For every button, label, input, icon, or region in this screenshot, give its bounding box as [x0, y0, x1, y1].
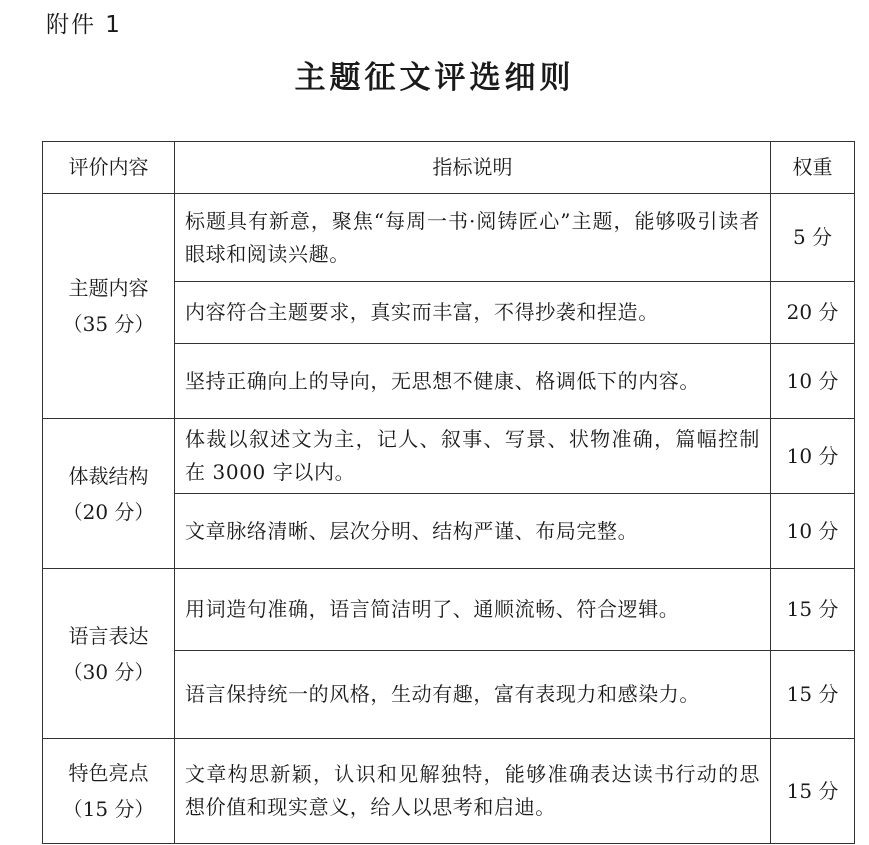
header-category: 评价内容 [43, 142, 175, 194]
header-description: 指标说明 [175, 142, 771, 194]
table-row [43, 194, 855, 282]
category-cell [43, 569, 175, 739]
criterion-description: 坚持正确向上的导向，无思想不健康、格调低下的内容。 [175, 344, 771, 419]
header-weight: 权重 [771, 142, 855, 194]
category-points: （15 分） [62, 797, 155, 821]
criterion-weight: 10 分 [771, 419, 855, 494]
category-cell [43, 739, 175, 844]
table-row [43, 569, 855, 651]
criterion-description: 标题具有新意，聚焦“每周一书·阅铸匠心”主题，能够吸引读者眼球和阅读兴趣。 [175, 194, 771, 282]
criterion-description: 文章构思新颖，认识和见解独特，能够准确表达读书行动的思想价值和现实意义，给人以思考和启迪。 [175, 739, 771, 844]
criterion-description: 用词造句准确，语言简洁明了、通顺流畅、符合逻辑。 [175, 569, 771, 651]
category-points: （20 分） [62, 499, 155, 524]
criterion-description: 内容符合主题要求，真实而丰富，不得抄袭和捏造。 [175, 282, 771, 344]
criterion-weight: 10 分 [771, 344, 855, 419]
criterion-weight: 15 分 [771, 739, 855, 844]
criterion-description: 文章脉络清晰、层次分明、结构严谨、布局完整。 [175, 494, 771, 569]
category-cell [43, 194, 175, 419]
table-header-row [43, 142, 855, 194]
criterion-weight: 15 分 [771, 569, 855, 651]
category-name: 特色亮点 [68, 761, 149, 785]
category-name: 语言表达 [68, 623, 149, 648]
table-row [43, 739, 855, 844]
category-name: 主题内容 [68, 276, 149, 300]
criteria-table [42, 141, 855, 844]
criterion-description: 语言保持统一的风格，生动有趣，富有表现力和感染力。 [175, 651, 771, 739]
table-row [43, 419, 855, 494]
category-name: 体裁结构 [68, 463, 149, 488]
criterion-description: 体裁以叙述文为主，记人、叙事、写景、状物准确，篇幅控制在 3000 字以内。 [175, 419, 771, 494]
category-points: （30 分） [62, 659, 155, 684]
attachment-label: 附件 1 [46, 12, 122, 38]
criterion-weight: 10 分 [771, 494, 855, 569]
criterion-weight: 15 分 [771, 651, 855, 739]
category-points: （35 分） [62, 312, 155, 336]
category-cell [43, 419, 175, 569]
criterion-weight: 5 分 [771, 194, 855, 282]
criterion-weight: 20 分 [771, 282, 855, 344]
document-title: 主题征文评选细则 [294, 60, 575, 96]
